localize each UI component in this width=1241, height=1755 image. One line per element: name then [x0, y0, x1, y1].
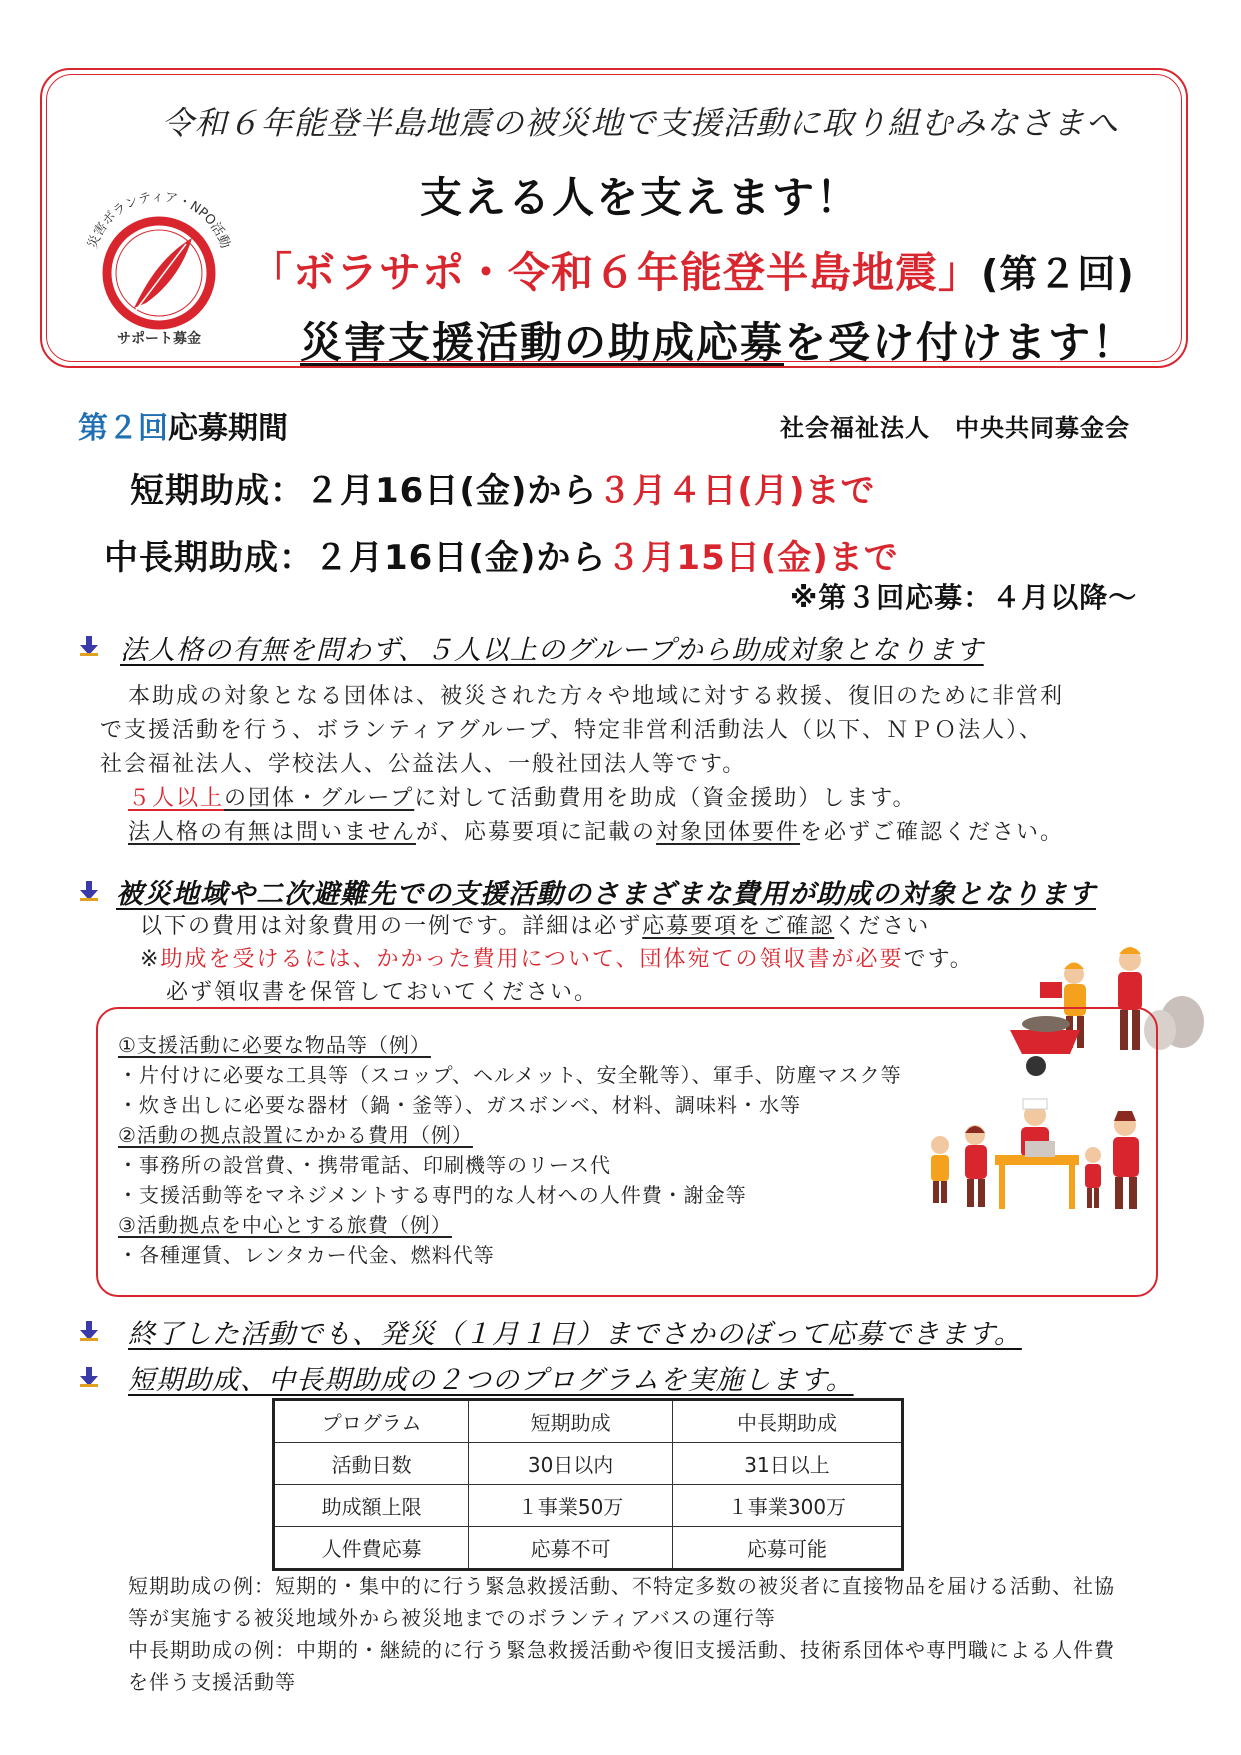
- long-term-example-line1: 中長期助成の例：中期的・継続的に行う緊急救援活動や復旧支援活動、技術系団体や専門職による人件費: [128, 1638, 1115, 1662]
- table-cell: 応募不可: [469, 1527, 673, 1570]
- expense-item-2a: ・事務所の設営費、・携帯電話、印刷機等のリース代: [118, 1153, 611, 1177]
- section1-p2: [128, 782, 917, 816]
- long-term-label: 中長期助成：２月16日(金)から: [104, 538, 607, 578]
- group-text: の団体・グループ: [224, 786, 415, 811]
- legal-status-text: 法人格の有無は問いません: [128, 820, 417, 845]
- period-heading: [78, 403, 288, 447]
- short-term-deadline: ３月４日(月)まで: [597, 471, 876, 511]
- bullet-arrow-icon: [78, 1320, 100, 1342]
- receipt-required-text: 助成を受けるには、かかった費用について、団体宛ての領収書が必要: [160, 947, 904, 972]
- expense-item-2b: ・支援活動等をマネジメントする専門的な人材への人件費・謝金等: [118, 1183, 747, 1207]
- section2-line1: [140, 910, 930, 944]
- section2-line2: [140, 943, 974, 977]
- bullet-arrow-icon: [78, 635, 100, 657]
- accept-line: [300, 310, 1160, 370]
- expense-heading-1: ①支援活動に必要な物品等（例）: [118, 1033, 431, 1057]
- table-header-row: [274, 1400, 903, 1443]
- expense-item-3a: ・各種運賃、レンタカー代金、燃料代等: [118, 1243, 495, 1267]
- organization-name: 社会福祉法人 中央共同募金会: [780, 414, 1130, 442]
- accept-rest: を受け付けます！: [784, 318, 1137, 367]
- expense-item-1a: ・片付けに必要な工具等（スコップ、ヘルメット、安全靴等）、軍手、防塵マスク等: [118, 1063, 902, 1087]
- red-feather-logo: [74, 178, 244, 348]
- table-row: [274, 1527, 903, 1570]
- bullet-arrow-icon: [78, 880, 100, 902]
- table-header-cell: 中長期助成: [672, 1400, 902, 1443]
- program-name-text: 「ボラサポ・令和６年能登半島地震」: [250, 248, 982, 297]
- section2-heading: 被災地域や二次避難先での支援活動のさまざまな費用が助成の対象となります: [116, 879, 1096, 910]
- expense-heading-2: ②活動の拠点設置にかかる費用（例）: [118, 1123, 473, 1147]
- header-title: 支える人を支えます！: [419, 173, 860, 222]
- section2-line2-b: です。: [903, 947, 974, 972]
- short-term-label: 短期助成：２月16日(金)から: [130, 471, 598, 511]
- short-term-example-line1: 短期助成の例：短期的・集中的に行う緊急救援活動、不特定多数の被災者に直接物品を届ける活動、社協: [128, 1574, 1115, 1598]
- eligibility-text: 対象団体要件: [656, 820, 801, 845]
- section1-p3: [128, 816, 1064, 850]
- long-term-example-line2: を伴う支援活動等: [128, 1670, 296, 1694]
- table-cell: １事業300万: [672, 1485, 902, 1527]
- section4-heading: 短期助成、中長期助成の２つのプログラムを実施します。: [128, 1365, 854, 1396]
- table-cell: １事業50万: [469, 1485, 673, 1527]
- program-comparison-table: [272, 1398, 904, 1571]
- table-header-cell: プログラム: [274, 1400, 469, 1443]
- five-people-text: ５人以上: [128, 786, 225, 811]
- table-cell: 活動日数: [274, 1443, 469, 1485]
- section1-p1-line2: で支援活動を行う、ボランティアグループ、特定非営利活動法人（以下、ＮＰＯ法人）、: [100, 718, 1044, 743]
- long-term-deadline: ３月15日(金)まで: [606, 538, 899, 578]
- period-label: 応募期間: [168, 411, 288, 446]
- section2-line3: 必ず領収書を保管しておいてください。: [166, 980, 599, 1005]
- short-term-example-line2: 等が実施する被災地域外から被災地までのボランティアバスの運行等: [128, 1606, 776, 1630]
- table-cell: 助成額上限: [274, 1485, 469, 1527]
- program-name: [250, 240, 1150, 300]
- short-term-period: [130, 463, 875, 512]
- accept-underlined: 災害支援活動の助成応募: [300, 318, 785, 367]
- next-round-note: ※第３回応募：４月以降～: [790, 581, 1138, 614]
- bullet-arrow-icon: [78, 1366, 100, 1388]
- table-row: [274, 1443, 903, 1485]
- section2-line1-b: ください: [834, 914, 931, 939]
- table-row: [274, 1485, 903, 1527]
- table-cell: 30日以内: [469, 1443, 673, 1485]
- section3-heading: 終了した活動でも、発災（１月１日）までさかのぼって応募できます。: [128, 1319, 1022, 1350]
- section2-line2-a: ※: [140, 947, 161, 972]
- table-header-cell: 短期助成: [469, 1400, 673, 1443]
- logo-bottom-text: サポート募金: [117, 331, 201, 347]
- section1-p2-rest: に対して活動費用を助成（資金援助）します。: [414, 786, 917, 811]
- section1-heading: 法人格の有無を問わず、５人以上のグループから助成対象となります: [120, 635, 984, 666]
- header-subtitle: 令和６年能登半島地震の被災地で支援活動に取り組むみなさまへ: [161, 104, 1119, 142]
- table-cell: 31日以上: [672, 1443, 902, 1485]
- long-term-period: [104, 530, 899, 579]
- check-guidelines-text: 応募要項をご確認: [642, 914, 835, 939]
- table-cell: 応募可能: [672, 1527, 902, 1570]
- section1-p3-rest: を必ずご確認ください。: [800, 820, 1065, 845]
- section1-p3-mid: が、応募要項に記載の: [416, 820, 657, 845]
- logo-arc-text: 災害ボランティア・NPO活動: [85, 189, 233, 251]
- section1-p1-line1: 本助成の対象となる団体は、被災された方々や地域に対する救援、復旧のために非営利: [128, 684, 1065, 709]
- round-label: (第２回): [981, 252, 1135, 296]
- table-cell: 人件費応募: [274, 1527, 469, 1570]
- expense-item-1b: ・炊き出しに必要な器材（鍋・釜等）、ガスボンベ、材料、調味料・水等: [118, 1093, 801, 1117]
- expense-heading-3: ③活動拠点を中心とする旅費（例）: [118, 1213, 452, 1237]
- section2-line1-a: 以下の費用は対象費用の一例です。詳細は必ず: [140, 914, 643, 939]
- section1-p1-line3: 社会福祉法人、学校法人、公益法人、一般社団法人等です。: [100, 752, 747, 777]
- round-number: 第２回: [78, 411, 168, 446]
